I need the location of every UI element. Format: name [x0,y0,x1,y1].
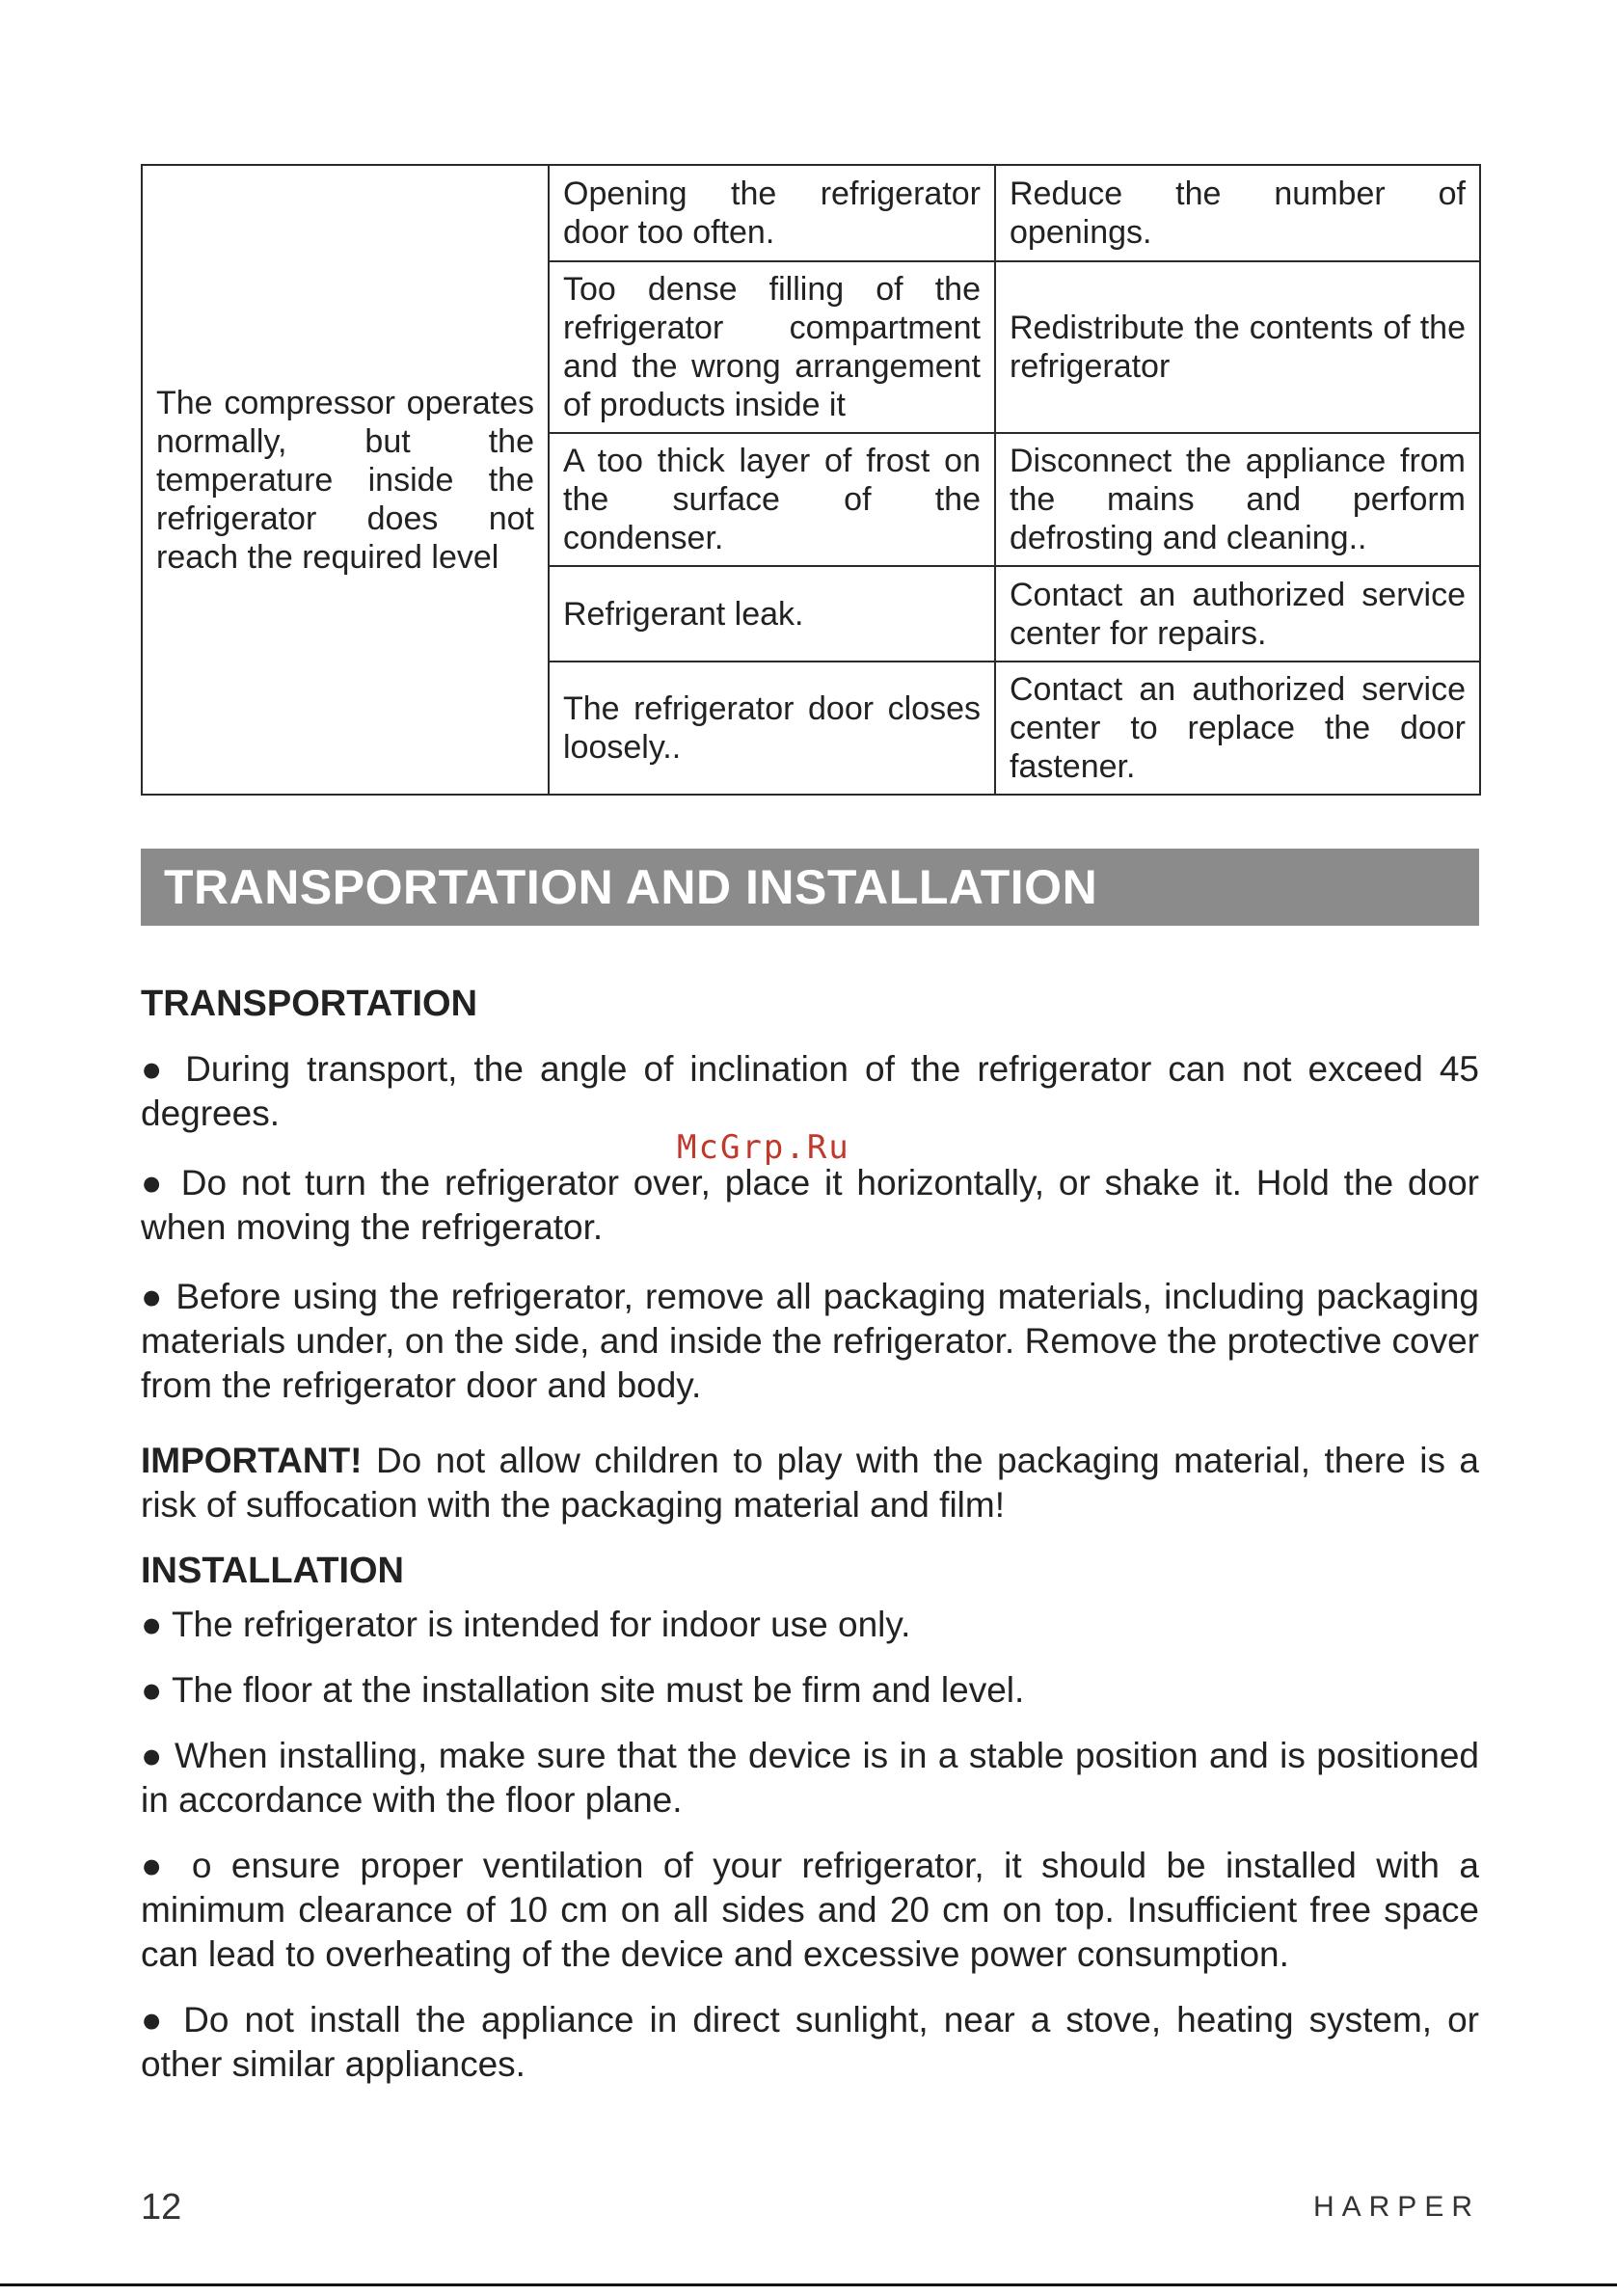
troubleshooting-table-wrap [141,164,1479,796]
page-number: 12 [141,2187,182,2228]
transport-bullet-3: ● Before using the refrigerator, remove all packaging materials, including packaging materials under, on the side, and inside the refrigerator. Remove the protective cover from the refrigerator door and body. [141,1277,1479,1405]
brand-logo: HARPER [1312,2191,1480,2223]
important-label: IMPORTANT! [141,1441,363,1480]
installation-heading: INSTALLATION [141,1551,404,1591]
bottom-rule [0,2283,1617,2286]
cause-cell: Opening the refrigerator door too often. [549,165,995,261]
remedy-cell: Disconnect the appliance from the mains and perform defrosting and cleaning.. [995,433,1480,566]
remedy-cell: Contact an authorized service center to replace the door fastener. [995,662,1480,795]
remedy-cell: Contact an authorized service center for repairs. [995,566,1480,662]
watermark-text: McGrp.Ru [677,1128,850,1167]
transport-bullet-2: ● Do not turn the refrigerator over, place it horizontally, or shake it. Hold the door when moving the refrigerator. [141,1163,1479,1247]
cause-cell: The refrigerator door closes loosely.. [549,662,995,795]
install-bullet-4: ● o ensure proper ventilation of your refrigerator, it should be installed with a minimum clearance of 10 cm on all sides and 20 cm on top. Insufficient free space can lead to overheating of the device and excessive power consumption. [141,1846,1479,1974]
transport-bullet-1: ● During transport, the angle of inclination of the refrigerator can not exceed 45 degrees. [141,1049,1479,1133]
table-row [142,165,1480,261]
remedy-cell: Reduce the number of openings. [995,165,1480,261]
important-note [141,1439,1479,1527]
cause-cell: Refrigerant leak. [549,566,995,662]
symptom-cell: The compressor operates normally, but the temperature inside the refrigerator does not reach the required level [142,165,549,795]
section-title: TRANSPORTATION AND INSTALLATION [164,860,1098,914]
transportation-heading: TRANSPORTATION [141,984,478,1024]
install-bullet-2: ● The floor at the installation site must be firm and level. [141,1670,1025,1710]
install-bullet-3: ● When installing, make sure that the device is in a stable position and is positioned in accordance with the floor plane. [141,1736,1479,1820]
section-banner [141,849,1479,926]
install-bullet-5: ● Do not install the appliance in direct sunlight, near a stove, heating system, or other similar appliances. [141,2000,1479,2084]
cause-cell: A too thick layer of frost on the surface of the condenser. [549,433,995,566]
install-bullet-1: ● The refrigerator is intended for indoor use only. [141,1605,911,1644]
remedy-cell: Redistribute the contents of the refrigerator [995,261,1480,433]
cause-cell: Too dense filling of the refrigerator compartment and the wrong arrangement of products inside it [549,261,995,433]
important-text: Do not allow children to play with the packaging material, there is a risk of suffocation with the packaging material and film! [141,1441,1479,1525]
troubleshooting-table [141,164,1481,796]
